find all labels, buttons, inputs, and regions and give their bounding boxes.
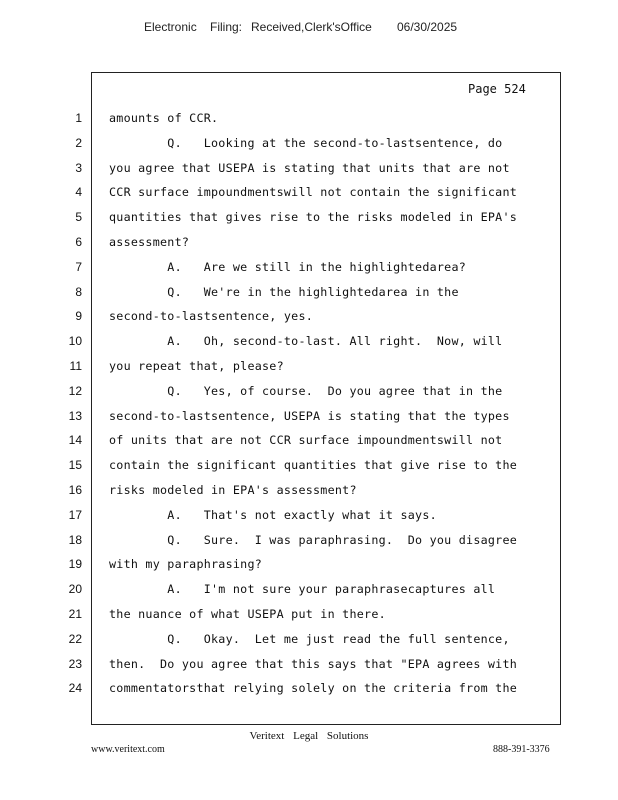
line-number: 8 (75, 284, 82, 299)
transcript-line (0, 603, 618, 628)
transcript-line (0, 305, 618, 330)
line-text: Q. Looking at the second-to-lastsentence, do (109, 135, 503, 150)
footer-brand: Veritext Legal Solutions (249, 730, 369, 742)
line-number: 18 (68, 532, 82, 547)
transcript-line (0, 355, 618, 380)
line-number: 3 (75, 160, 82, 175)
line-text: you agree that USEPA is stating that units that are not (109, 160, 510, 175)
line-text: second-to-lastsentence, yes. (109, 309, 314, 324)
line-number: 19 (68, 557, 82, 572)
line-text: Q. We're in the highlightedarea in the (109, 284, 459, 299)
transcript-line (0, 380, 618, 405)
header-electronic: Electronic (144, 20, 197, 34)
transcript-line (0, 330, 618, 355)
line-number: 1 (75, 111, 82, 125)
line-number: 21 (68, 606, 82, 621)
line-text: CCR surface impoundmentswill not contain the significant (109, 185, 518, 200)
line-text: quantities that gives rise to the risks modeled in EPA's (109, 210, 518, 225)
line-text: of units that are not CCR surface impoundmentswill not (109, 433, 503, 448)
transcript-line (0, 653, 618, 678)
line-text: assessment? (109, 234, 190, 249)
line-text: A. I'm not sure your paraphrasecaptures all (109, 582, 496, 597)
transcript-line (0, 504, 618, 529)
transcript-line (0, 529, 618, 554)
line-number: 4 (75, 185, 82, 200)
line-number: 11 (69, 358, 82, 373)
line-number: 20 (68, 582, 82, 597)
header-date: 06/30/2025 (397, 20, 458, 34)
filing-header (0, 20, 618, 36)
line-number: 12 (68, 383, 82, 398)
line-number: 7 (75, 259, 82, 274)
line-text: second-to-lastsentence, USEPA is stating that the types (109, 408, 510, 423)
line-number: 16 (68, 482, 82, 497)
transcript-line (0, 429, 618, 454)
line-number: 5 (75, 210, 82, 225)
header-filing: Filing: (210, 20, 243, 34)
footer-website: www.veritext.com (91, 744, 165, 755)
line-text: commentatorsthat relying solely on the criteria from the (109, 681, 518, 696)
transcript-line (0, 107, 618, 132)
line-number: 15 (68, 458, 82, 473)
line-number: 23 (68, 656, 82, 671)
line-text: with my paraphrasing? (109, 557, 263, 572)
transcript-line (0, 677, 618, 702)
transcript-line (0, 132, 618, 157)
line-number: 10 (68, 334, 82, 349)
transcript-line (0, 454, 618, 479)
line-number: 22 (68, 631, 82, 646)
header-received: Received,Clerk'sOffice (251, 20, 372, 34)
transcript-line (0, 231, 618, 256)
transcript-line (0, 181, 618, 206)
line-text: Q. Okay. Let me just read the full sentence, (109, 631, 510, 646)
footer-phone: 888-391-3376 (493, 744, 550, 755)
line-number: 24 (68, 681, 82, 696)
line-text: the nuance of what USEPA put in there. (109, 606, 386, 621)
line-text: risks modeled in EPA's assessment? (109, 482, 357, 497)
transcript-line (0, 256, 618, 281)
line-text: amounts of CCR. (109, 111, 219, 125)
transcript-line (0, 628, 618, 653)
transcript-line (0, 281, 618, 306)
transcript-lines (0, 107, 618, 702)
transcript-line (0, 405, 618, 430)
line-text: contain the significant quantities that give rise to the (109, 458, 518, 473)
transcript-line (0, 479, 618, 504)
line-text: A. That's not exactly what it says. (109, 507, 437, 522)
page-number: Page 524 (468, 82, 526, 96)
line-number: 9 (75, 309, 82, 324)
line-number: 6 (75, 234, 82, 249)
line-text: Q. Sure. I was paraphrasing. Do you disagree (109, 532, 518, 547)
transcript-line (0, 553, 618, 578)
line-text: A. Oh, second-to-last. All right. Now, will (109, 334, 503, 349)
line-number: 17 (68, 507, 82, 522)
transcript-line (0, 206, 618, 231)
line-number: 2 (75, 135, 82, 150)
line-text: Q. Yes, of course. Do you agree that in the (109, 383, 503, 398)
line-text: then. Do you agree that this says that "EPA agrees with (109, 656, 518, 671)
transcript-line (0, 578, 618, 603)
transcript-line (0, 157, 618, 182)
line-text: you repeat that, please? (109, 358, 284, 373)
line-number: 13 (68, 408, 82, 423)
line-number: 14 (68, 433, 82, 448)
line-text: A. Are we still in the highlightedarea? (109, 259, 467, 274)
